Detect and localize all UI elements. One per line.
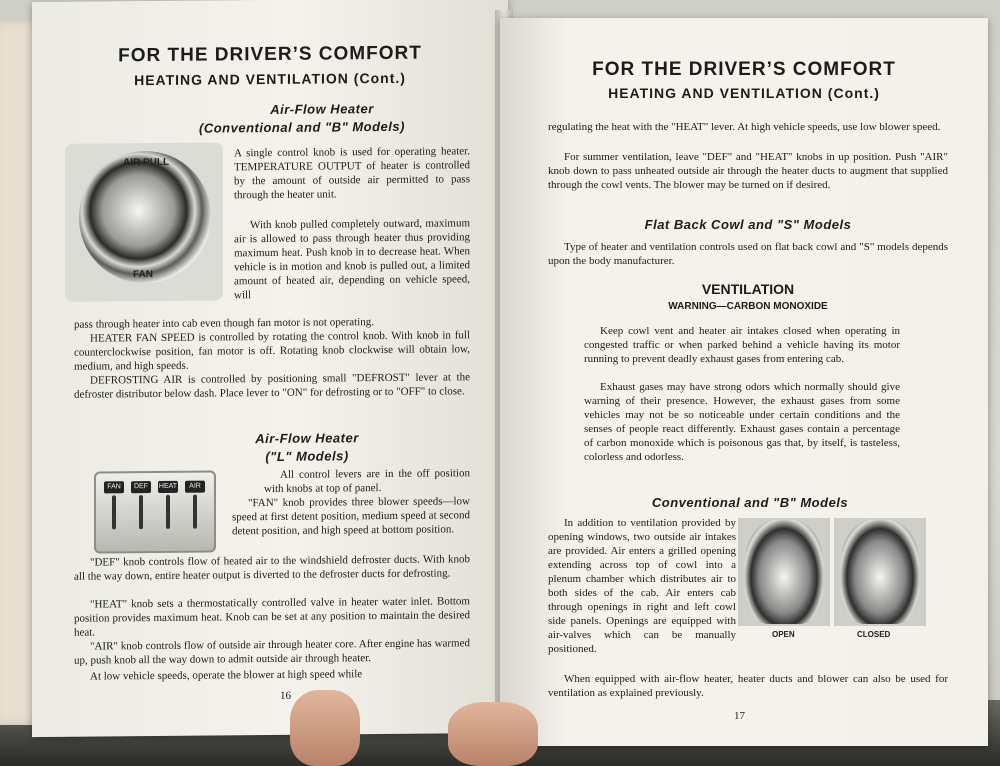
lever-air-label: AIR bbox=[185, 481, 205, 493]
left-thumb bbox=[290, 690, 360, 766]
knob-label-fan: FAN bbox=[133, 269, 153, 281]
vent-open-caption: OPEN bbox=[772, 630, 795, 639]
lever-heat bbox=[158, 481, 178, 539]
right-thumb bbox=[448, 702, 538, 766]
left-section2-heading: Air-Flow Heater bbox=[255, 430, 359, 447]
right-page-title: FOR THE DRIVER’S COMFORT bbox=[592, 59, 896, 80]
right-page-number: 17 bbox=[734, 710, 745, 722]
lever-fan bbox=[104, 481, 124, 539]
heater-knob-image bbox=[65, 142, 223, 301]
heater-control-levers-image bbox=[94, 470, 216, 553]
knob-ring bbox=[79, 151, 211, 284]
left-section2-text-d: "HEAT" knob sets a thermostatically controlled valve in heater water inlet. Bottom position provides maximum heat. Knob can be set at any position to maintain the desired heat. bbox=[74, 595, 470, 639]
lever-heat-label: HEAT bbox=[158, 481, 178, 493]
left-section1-text-a: A single control knob is used for operating heater. TEMPERATURE OUTPUT of heater is controlled by the amount of outside air permitted to pass through the heater unit. bbox=[234, 145, 470, 202]
left-section2-text-f: At low vehicle speeds, operate the blower at high speed while bbox=[90, 668, 363, 683]
left-section2-text-c: "DEF" knob controls flow of heated air to the windshield defroster ducts. With knob all the way down, entire heater output is diverted to the defroster ducts for defrosting. bbox=[74, 553, 470, 583]
right-section1-heading: Flat Back Cowl and "S" Models bbox=[644, 217, 852, 232]
right-section1-text: Type of heater and ventilation controls used on flat back cowl and "S" models depends upon the body manufacturer. bbox=[548, 241, 948, 267]
lever-def-label: DEF bbox=[131, 481, 151, 493]
left-section1-text-d: HEATER FAN SPEED is controlled by rotating the control knob. With knob in full counterclockwise position, fan motor is off. Rotating knob clockwise will obtain low, medium, and high speeds. bbox=[74, 329, 470, 373]
left-section2-text-e: "AIR" knob controls flow of outside air through heater core. After engine has warmed up, push knob all the way down to admit outside air through heater. bbox=[74, 637, 470, 667]
right-page bbox=[500, 18, 988, 746]
left-section1-text-c: pass through heater into cab even though fan motor is not operating. bbox=[74, 316, 374, 331]
lever-def bbox=[131, 481, 151, 539]
vent-closed-caption: CLOSED bbox=[857, 630, 891, 639]
right-page-subtitle: HEATING AND VENTILATION (Cont.) bbox=[608, 85, 880, 101]
right-text-a: regulating the heat with the "HEAT" lever. At high vehicle speeds, use low blower speed. bbox=[548, 121, 941, 133]
left-section1-text-e: DEFROSTING AIR is controlled by positioning small "DEFROST" lever at the defroster distributor below dash. Place lever to "ON" for defrosting or to "OFF" to close. bbox=[74, 371, 470, 401]
left-page-subtitle: HEATING AND VENTILATION (Cont.) bbox=[134, 69, 406, 89]
right-section3-text-a: In addition to ventilation provided by opening windows, two outside air intakes are provided. Air enters a grilled opening extending across top of cowl into a plenum chamber which distributes air to both sides of the cab. Air enters cab through openings in right and left cowl side panels. Openings are equipped with air-valves which can be manually positioned. bbox=[548, 517, 736, 655]
right-section2-heading: VENTILATION bbox=[701, 281, 795, 297]
right-text-b: For summer ventilation, leave "DEF" and "HEAT" knobs in up position. Push "AIR" knob down to pass unheated outside air through the heater ducts to augment that supplied through the cowl vents. The blower may be turned on if desired. bbox=[548, 151, 948, 191]
left-section2-text-b: "FAN" knob provides three blower speeds—low speed at first detent position, medium speed at second detent position, and high speed at bottom position. bbox=[232, 495, 470, 538]
knob-label-air-pull: AIR PULL bbox=[123, 156, 170, 169]
right-section2-text-b: Exhaust gases may have strong odors which normally should give warning of their presence. However, the exhaust gases from some vehicles may not be so noticeable under certain conditions and the senses of people react differently. Exhaust gases contain a percentage of carbon monoxide which is poisonous gas that, by itself, is tasteless, colorless and odorless. bbox=[584, 381, 900, 463]
left-section1-subheading: (Conventional and "B" Models) bbox=[199, 118, 405, 136]
vent-open-image bbox=[738, 518, 830, 626]
lever-fan-label: FAN bbox=[104, 481, 124, 493]
vent-closed-image bbox=[834, 518, 926, 626]
right-section3-heading: Conventional and "B" Models bbox=[651, 495, 849, 510]
vent-closed-graphic bbox=[841, 520, 919, 624]
left-section1-heading: Air-Flow Heater bbox=[270, 101, 374, 117]
left-section2-subheading: ("L" Models) bbox=[265, 448, 349, 465]
vent-open-graphic bbox=[745, 520, 823, 624]
right-section3-text-b: When equipped with air-flow heater, heater ducts and blower can also be used for ventilation as explained previously. bbox=[548, 673, 948, 699]
right-section2-text-a: Keep cowl vent and heater air intakes closed when operating in congested traffic or when parked behind a vehicle having its motor running to prevent deadly exhaust gases from entering cab. bbox=[584, 325, 900, 365]
left-page-number: 16 bbox=[280, 689, 291, 702]
left-page-title: FOR THE DRIVER’S COMFORT bbox=[118, 42, 422, 67]
left-page bbox=[32, 0, 508, 737]
lever-air bbox=[185, 481, 205, 539]
right-section2-subheading: WARNING—CARBON MONOXIDE bbox=[668, 301, 828, 312]
left-section1-text-b: With knob pulled completely outward, maximum air is allowed to pass through heater thus providing maximum heat. Push knob in to decrease heat. When vehicle is in motion and knob is pulled out, a limited amount of heated air, depending on vehicle speed, will bbox=[234, 217, 470, 302]
left-section2-text-a: All control levers are in the off position with knobs at top of panel. bbox=[264, 467, 470, 496]
